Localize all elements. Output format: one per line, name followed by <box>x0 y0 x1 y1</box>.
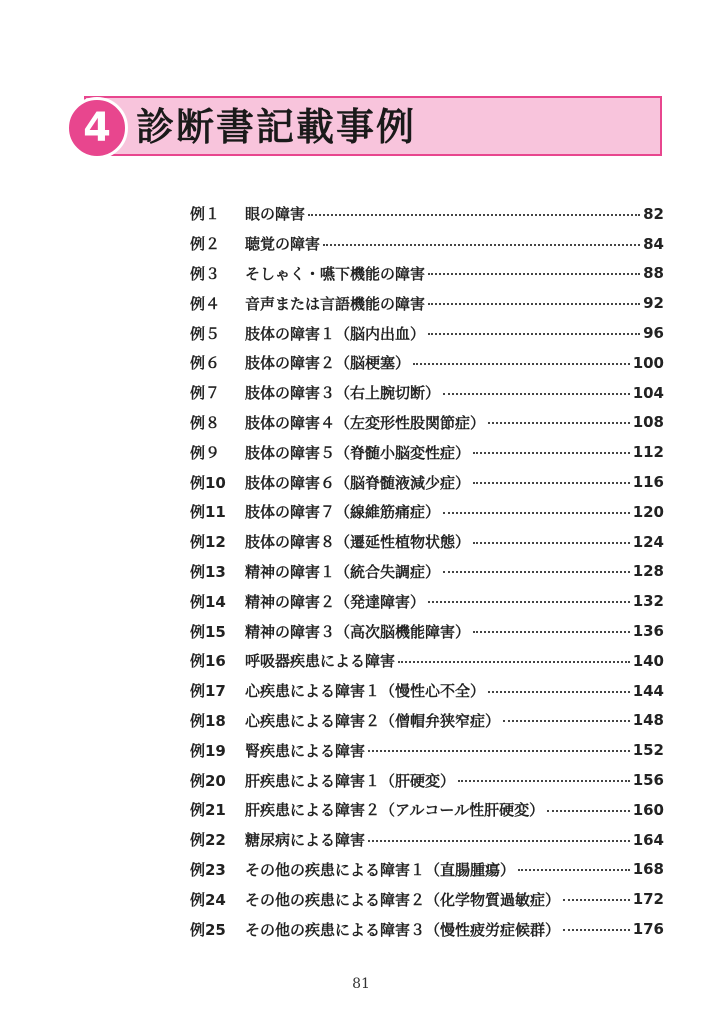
toc-dot-leader <box>428 333 640 335</box>
toc-dot-leader <box>398 661 630 663</box>
toc-dot-leader <box>473 482 630 484</box>
toc-entry-label: 例７ <box>190 384 221 403</box>
toc-entry-title: 心疾患による障害２（僧帽弁狭窄症） <box>245 711 501 730</box>
toc-entry-title: 肢体の障害４（左変形性股関節症） <box>245 413 486 432</box>
chapter-number: 4 <box>83 105 111 151</box>
toc-entry-page: 128 <box>632 562 664 581</box>
toc-entry[interactable] <box>190 855 664 885</box>
toc-entry-page: 140 <box>632 651 664 670</box>
table-of-contents <box>190 199 664 944</box>
toc-dot-leader <box>443 571 630 573</box>
toc-dot-leader <box>323 244 640 246</box>
toc-entry-title: その他の疾患による障害１（直腸腫瘍） <box>245 860 516 879</box>
toc-entry[interactable] <box>190 557 664 587</box>
toc-entry[interactable] <box>190 259 664 289</box>
toc-entry-page: 92 <box>643 294 664 313</box>
toc-entry[interactable] <box>190 706 664 736</box>
toc-entry[interactable] <box>190 288 664 318</box>
toc-entry-title: 肢体の障害６（脳脊髄液減少症） <box>245 473 471 492</box>
toc-entry-page: 176 <box>632 920 664 939</box>
toc-entry-label: 例10 <box>190 473 226 492</box>
toc-entry-title: 肢体の障害８（遷延性植物状態） <box>245 533 471 552</box>
toc-dot-leader <box>368 840 630 842</box>
toc-entry-page: 100 <box>632 353 664 372</box>
toc-entry-title: 呼吸器疾患による障害 <box>245 652 396 671</box>
toc-entry[interactable] <box>190 199 664 229</box>
toc-entry-title: 腎疾患による障害 <box>245 741 366 760</box>
toc-entry-page: 136 <box>632 622 664 641</box>
toc-entry-title: 音声または言語機能の障害 <box>245 294 426 313</box>
toc-entry[interactable] <box>190 616 664 646</box>
toc-entry-label: 例19 <box>190 741 226 760</box>
toc-entry-page: 160 <box>632 800 664 819</box>
toc-dot-leader <box>428 273 640 275</box>
toc-entry-title: 肝疾患による障害１（肝硬変） <box>245 771 456 790</box>
toc-entry-page: 82 <box>643 204 664 223</box>
toc-entry-title: 肝疾患による障害２（アルコール性肝硬変） <box>245 801 545 820</box>
toc-entry-page: 172 <box>632 890 664 909</box>
toc-entry-title: 肢体の障害５（脊髄小脳変性症） <box>245 443 471 462</box>
toc-entry-label: 例21 <box>190 801 226 820</box>
toc-entry-label: 例16 <box>190 652 226 671</box>
toc-entry-title: 肢体の障害３（右上腕切断） <box>245 384 441 403</box>
toc-entry-title: 眼の障害 <box>245 205 306 224</box>
toc-entry[interactable] <box>190 497 664 527</box>
toc-entry[interactable] <box>190 318 664 348</box>
toc-entry-page: 112 <box>632 443 664 462</box>
toc-entry-page: 132 <box>632 592 664 611</box>
toc-entry[interactable] <box>190 378 664 408</box>
toc-entry-page: 168 <box>632 860 664 879</box>
toc-entry[interactable] <box>190 795 664 825</box>
toc-entry-label: 例12 <box>190 533 226 552</box>
toc-entry-title: 肢体の障害１（脳内出血） <box>245 324 426 343</box>
toc-entry-label: 例25 <box>190 920 226 939</box>
toc-entry[interactable] <box>190 408 664 438</box>
toc-dot-leader <box>488 691 630 693</box>
toc-dot-leader <box>488 422 630 424</box>
toc-entry[interactable] <box>190 586 664 616</box>
toc-entry-label: 例９ <box>190 443 221 462</box>
chapter-title: 診断書記載事例 <box>136 105 417 149</box>
toc-entry-label: 例15 <box>190 622 226 641</box>
toc-dot-leader <box>308 214 640 216</box>
toc-dot-leader <box>458 780 630 782</box>
toc-entry[interactable] <box>190 437 664 467</box>
toc-entry[interactable] <box>190 884 664 914</box>
toc-entry-page: 84 <box>643 234 664 253</box>
toc-entry-label: 例４ <box>190 294 221 313</box>
toc-entry-page: 88 <box>643 264 664 283</box>
toc-entry-label: 例14 <box>190 592 226 611</box>
toc-entry-page: 148 <box>632 711 664 730</box>
toc-entry-page: 96 <box>643 324 664 343</box>
toc-entry-label: 例20 <box>190 771 226 790</box>
toc-entry-page: 152 <box>632 741 664 760</box>
toc-entry-title: 肢体の障害７（線維筋痛症） <box>245 503 441 522</box>
page-number: 81 <box>352 976 370 992</box>
toc-entry-label: 例１ <box>190 205 221 224</box>
toc-entry[interactable] <box>190 914 664 944</box>
toc-entry-label: 例18 <box>190 711 226 730</box>
toc-entry-page: 144 <box>632 681 664 700</box>
toc-entry[interactable] <box>190 229 664 259</box>
toc-dot-leader <box>428 601 630 603</box>
toc-entry-page: 116 <box>632 473 664 492</box>
toc-entry[interactable] <box>190 467 664 497</box>
toc-entry-label: 例８ <box>190 413 221 432</box>
toc-entry[interactable] <box>190 825 664 855</box>
toc-dot-leader <box>368 750 630 752</box>
toc-entry-page: 164 <box>632 830 664 849</box>
chapter-number-badge <box>66 97 128 159</box>
toc-entry-title: その他の疾患による障害３（慢性疲労症候群） <box>245 920 561 939</box>
toc-entry-label: 例６ <box>190 354 221 373</box>
toc-entry[interactable] <box>190 646 664 676</box>
toc-entry-title: 肢体の障害２（脳梗塞） <box>245 354 411 373</box>
toc-entry-label: 例13 <box>190 562 226 581</box>
toc-entry-page: 156 <box>632 771 664 790</box>
toc-entry-label: 例23 <box>190 860 226 879</box>
toc-entry[interactable] <box>190 735 664 765</box>
toc-dot-leader <box>473 631 630 633</box>
toc-dot-leader <box>443 512 630 514</box>
toc-entry-title: 聴覚の障害 <box>245 235 321 254</box>
toc-dot-leader <box>518 869 630 871</box>
toc-entry-label: 例24 <box>190 890 226 909</box>
toc-dot-leader <box>473 452 630 454</box>
toc-entry[interactable] <box>190 348 664 378</box>
toc-dot-leader <box>547 810 630 812</box>
toc-dot-leader <box>413 363 630 365</box>
toc-entry[interactable] <box>190 765 664 795</box>
toc-entry-title: 精神の障害１（統合失調症） <box>245 562 441 581</box>
toc-dot-leader <box>473 542 630 544</box>
toc-entry-label: 例５ <box>190 324 221 343</box>
toc-dot-leader <box>563 899 630 901</box>
toc-entry[interactable] <box>190 527 664 557</box>
toc-entry[interactable] <box>190 676 664 706</box>
toc-entry-label: 例11 <box>190 503 226 522</box>
toc-entry-title: そしゃく・嚥下機能の障害 <box>245 264 426 283</box>
toc-entry-label: 例３ <box>190 264 221 283</box>
toc-dot-leader <box>443 393 630 395</box>
toc-entry-title: 糖尿病による障害 <box>245 831 366 850</box>
toc-dot-leader <box>503 720 630 722</box>
toc-entry-title: 精神の障害３（高次脳機能障害） <box>245 622 471 641</box>
toc-dot-leader <box>563 929 630 931</box>
toc-entry-title: 精神の障害２（発達障害） <box>245 592 426 611</box>
toc-entry-label: 例17 <box>190 682 226 701</box>
toc-entry-title: 心疾患による障害１（慢性心不全） <box>245 682 486 701</box>
toc-entry-label: 例22 <box>190 831 226 850</box>
toc-entry-page: 124 <box>632 532 664 551</box>
toc-entry-label: 例２ <box>190 235 221 254</box>
toc-dot-leader <box>428 303 640 305</box>
toc-entry-title: その他の疾患による障害２（化学物質過敏症） <box>245 890 561 909</box>
toc-entry-page: 104 <box>632 383 664 402</box>
toc-entry-page: 108 <box>632 413 664 432</box>
toc-entry-page: 120 <box>632 502 664 521</box>
